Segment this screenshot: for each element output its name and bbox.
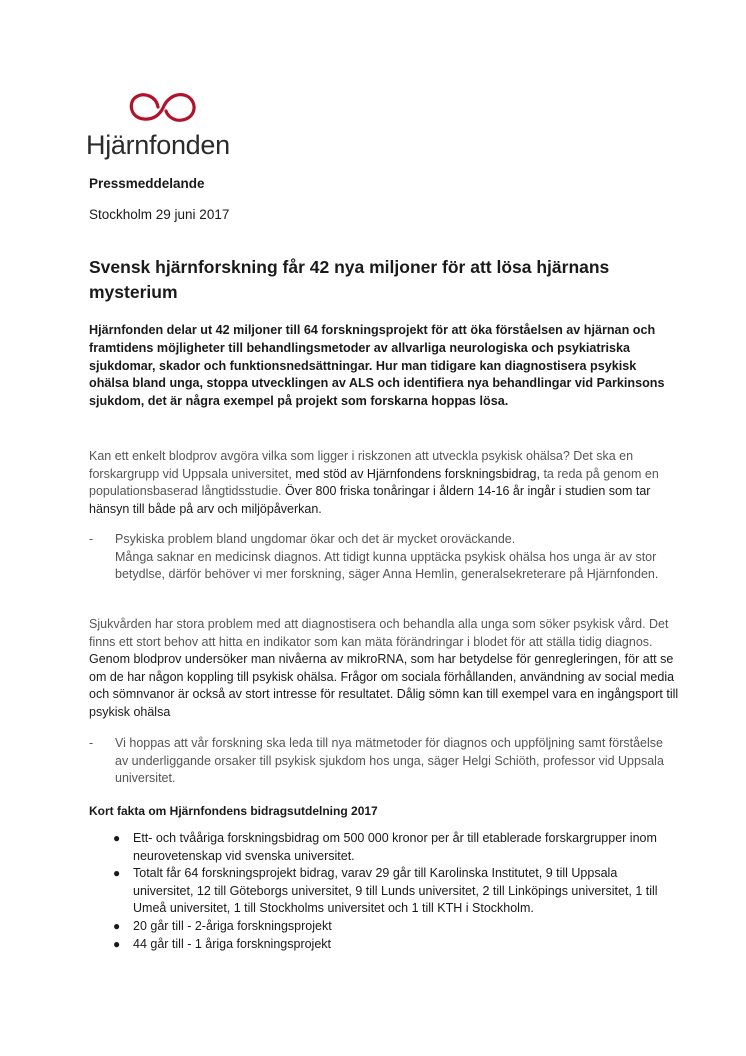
p1-b: Det ska en forskargrupp vid Uppsala universitet, — [89, 449, 634, 481]
facts-title: Kort fakta om Hjärnfondens bidragsutdelning 2017 — [89, 804, 378, 818]
bullet-icon: ● — [113, 936, 121, 951]
p2-a: Sjukvården har stora problem med att diagnostisera och behandla alla unga som söker psykisk vård. Det finns ett stort behov att hitta en indikator som kan mäta förändringar i blodet för att ställa tidig diagnos. — [89, 617, 669, 649]
facts-list — [89, 830, 679, 953]
p2-b: Genom blodprov undersöker man nivåerna av mikroRNA, som har betydelse för genregleringen, för att se om de har någon koppling till psykisk ohälsa. Frågor om sociala förhållanden, användning av social media och sömnvanor är också av stort intresse för resultatet. Dålig sömn kan till exempel vara en ingångsport till psykisk ohälsa — [89, 652, 679, 719]
list-item: ● Totalt får 64 forskningsprojekt bidrag, varav 29 går till Karolinska Institutet, 9 till Uppsala universitet, 12 till Göteborgs universitet, 9 till Lunds universitet, 2 till Linköpings universitet, 1 till Umeå universitet, 1 till Stockholms universitet och 1 till KTH i Stockholm. — [113, 866, 658, 916]
date-line: Stockholm 29 juni 2017 — [89, 207, 230, 222]
bullet-icon: ● — [113, 866, 121, 881]
dash-marker: - — [89, 736, 94, 750]
p1-e: Över 800 friska tonåringar i åldern 14-16 år ingår i studien som tar hänsyn till både på arv och miljöpåverkan. — [89, 484, 651, 516]
p1-d: ta reda på genom en populationsbaserad långtidsstudie. — [89, 466, 659, 499]
bullet-icon: ● — [113, 918, 121, 933]
list-item: ● 44 går till - 1 åriga forskningsprojekt — [89, 936, 679, 954]
hjarnfonden-logo — [86, 88, 246, 162]
list-item: ● Ett- och tvååriga forskningsbidrag om 500 000 kronor per år till etablerade forskargrupper inom neurovetenskap vid svenska universitet. — [113, 831, 657, 863]
document-type: Pressmeddelande — [89, 176, 205, 191]
logo-wordmark: Hjärnfonden — [86, 130, 230, 160]
paragraph-2 — [89, 616, 679, 722]
p1-a: Kan ett enkelt blodprov avgöra vilka som ligger i riskzonen att utveckla psykisk ohälsa? — [89, 449, 570, 463]
ingress: Hjärnfonden delar ut 42 miljoner till 64 forskningsprojekt för att öka förståelsen av hjärnan och framtidens möjligheter till behandlingsmetoder av allvarliga neurologiska och psykiatriska sjukdomar, skador och funktionsnedsättningar. Hur man tidigare kan diagnostisera psykisk ohälsa bland unga, stoppa utvecklingen av ALS och identifiera nya behandlingar vid Parkinsons sjukdom, det är några exempel på projekt som forskarna hoppas lösa. — [89, 323, 665, 409]
quote-helgi-schioth — [89, 735, 675, 788]
quote-anna-hemlin — [89, 531, 675, 584]
list-item: ● 20 går till - 2-åriga forskningsprojekt — [89, 918, 679, 936]
brain-mark-icon — [126, 88, 200, 126]
bullet-icon: ● — [113, 831, 121, 845]
p1-c: med stöd av Hjärnfondens forskningsbidrag, — [295, 466, 540, 481]
quote-1-line-2: Många saknar en medicinsk diagnos. Att tidigt kunna upptäcka psykisk ohälsa hos unga är av stor betydlse, därför behöver vi mer forskning, säger Anna Hemlin, generalsekreterare på Hjärnfonden. — [115, 549, 659, 582]
quote-1-line-1: Psykiska problem bland ungdomar ökar och det är mycket oroväckande. — [115, 532, 516, 546]
dash-marker: - — [89, 532, 94, 546]
paragraph-1 — [89, 448, 679, 518]
quote-2-text: Vi hoppas att vår forskning ska leda till nya mätmetoder för diagnos och uppföljning samt förståelse av underliggande orsaker till psykisk sjukdom hos unga, säger Helgi Schiöth, professor vid Uppsala universitet. — [115, 736, 664, 786]
headline: Svensk hjärnforskning får 42 nya miljoner för att lösa hjärnans mysterium — [89, 257, 610, 302]
